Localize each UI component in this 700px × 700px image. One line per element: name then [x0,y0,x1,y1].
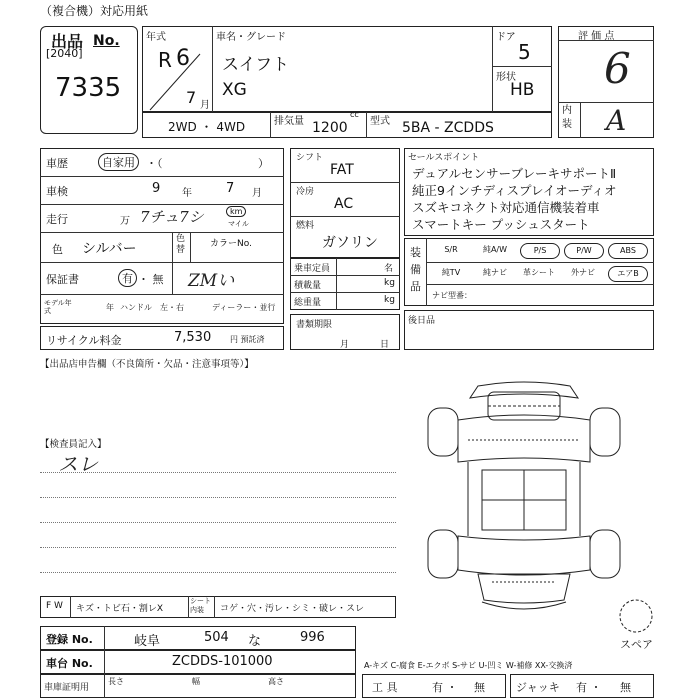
jack-label: ジャッキ [516,681,560,694]
deadline-day: 日 [380,340,390,350]
aircon-value: AC [334,196,354,212]
tools-no: 無 [474,681,485,694]
model-grade: XG [222,80,247,100]
color-code-label: カラーNo. [210,239,252,249]
type-label: 型式 [370,116,390,127]
lot-number: 7335 [55,73,122,103]
navi-model-label: ナビ型番： [432,291,472,300]
warranty-no: ・ 無 [138,273,164,286]
registration-label: 登録 No. [46,633,93,646]
jack-no: 無 [620,681,631,694]
equipment-label: 装備品 [410,246,421,293]
interior-score: A [606,104,627,137]
mileage-unit-mile: マイル [228,220,249,228]
color-label: 色 [52,243,63,256]
lot-label: 出品 [51,32,84,51]
form-type: （複合機）対応用紙 [40,4,149,18]
displacement-value: 1200 [312,120,348,136]
shift-label: シフト [296,153,324,163]
history-label: 車歴 [46,157,68,170]
sales-line: スズキコネクト対応通信機装着車 [412,200,600,215]
total-weight-label: 総重量 [294,298,322,308]
equipment-item: 純TV [441,268,461,277]
inspector-note: スレ [58,452,98,476]
fw-items: キズ・トビ石・割レX [76,604,163,614]
warranty-label: 保証書 [46,273,79,286]
rating-label: 評 価 点 [578,31,615,42]
equipment-item: 純A/W [482,245,508,254]
equipment-item: P/S [520,243,560,259]
car-body-diagram [408,380,640,616]
inspection-month: 7 [226,181,235,196]
registration-number: 996 [300,630,325,645]
shape-label: 形状 [496,72,516,83]
seat-items: コゲ・穴・汚レ・シミ・破レ・スレ [220,604,365,614]
tools-label: 工 具 [372,681,398,694]
equipment-item: S/R [444,245,458,254]
lot-code: [2040] [46,47,83,60]
deadline-month: 月 [340,340,350,350]
deadline-label: 書類期限 [296,320,333,330]
inspector-label: 【検査員記入】 [40,439,107,450]
height-label: 高さ [268,677,284,686]
jack-yes: 有 ・ [576,681,602,694]
equipment-item: エアB [608,266,648,282]
aircon-label: 冷房 [296,187,315,197]
model-year-label: モデル年式 [44,299,72,315]
recycle-label: リサイクル料金 [46,334,122,347]
year-value: 6 [176,46,190,71]
fuel-value: ガソリン [322,235,378,251]
displacement-unit: cc [350,110,359,119]
model-year-unit: 年 [106,303,114,312]
year-month: 7 [186,88,197,107]
seat-label: シート内装 [190,597,211,614]
inspection-label: 車検 [46,185,68,198]
spare-tire-icon [616,596,656,636]
mileage-unit-km: km [226,206,246,217]
inspection-year: 9 [152,181,161,196]
length-label: 長さ [108,677,124,686]
declaration-label: 【出品店申告欄（不良箇所・欠品・注意事項等）】 [40,359,254,370]
equipment-item: 純ナビ [483,268,507,277]
recycle-unit: 円 預託済 [230,335,265,344]
tools-yes: 有 ・ [432,681,458,694]
handle-value: 左・右 [160,303,184,312]
sales-line: スマートキー プッシュスタート [412,217,590,232]
model-label: 車名・グレード [216,32,286,43]
shift-value: FAT [330,162,354,178]
year-era: R [158,48,172,72]
history-value: 自家用 [98,153,139,171]
warranty-yes: 有 [118,269,137,287]
equipment-item: P/W [564,243,604,259]
door-value: 5 [518,40,531,64]
equipment-item: 外ナビ [571,268,595,277]
mileage-unit-man: 万 [120,216,130,227]
chassis-value: ZCDDS-101000 [172,654,273,669]
load-unit: kg [384,278,395,288]
displacement-label: 排気量 [274,116,304,127]
year-label: 年式 [146,32,166,43]
warranty-note: ZMい [188,271,235,291]
sales-line: デュアルセンサーブレーキサポートⅡ [412,166,617,181]
fw-label: F W [46,601,63,611]
mileage-value: 7チュ7シ [140,208,204,226]
after-items-box [404,310,654,350]
load-label: 積載量 [294,281,322,291]
mileage-label: 走行 [46,213,68,226]
lot-box [40,26,138,134]
equipment-item: 革シート [523,268,555,277]
history-close: ） [258,157,269,170]
lot-no-label: No. [93,33,120,49]
handle-label: ハンドル [120,303,152,312]
door-label: ドア [496,32,516,43]
rating-score: 6 [604,44,631,93]
sales-points-label: セールスポイント [408,153,480,163]
capacity-label: 乗車定員 [294,264,331,274]
color-value: シルバー [82,241,137,257]
spare-label: スペア [620,638,653,651]
fuel-label: 燃料 [296,221,315,231]
registration-place: 岐阜 [134,634,161,649]
registration-kana: な [248,634,262,649]
type-value: 5BA - ZCDDS [402,120,494,136]
recycle-value: 7,530 [174,330,212,345]
drive-text: 2WD ・ 4WD [168,120,246,134]
damage-legend: A-キズ C-腐食 E-エクボ S-サビ U-凹ミ W-補修 XX-交換済 [364,661,573,670]
equipment-item: ABS [608,243,648,259]
after-items-label: 後日品 [408,316,436,326]
sales-line: 純正9インチディスプレイオーディオ [412,183,617,198]
shape-value: HB [510,80,535,100]
color-swap-label: 色替 [176,234,186,255]
year-month-unit: 月 [200,100,210,111]
model-name: スイフト [222,55,290,75]
total-weight-unit: kg [384,295,395,305]
registration-class: 504 [204,630,229,645]
history-rest: ・（ [146,157,163,170]
garage-cert-label: 車庫証明用 [44,683,90,693]
inspection-month-unit: 月 [252,188,262,199]
capacity-unit: 名 [384,264,394,274]
interior-label: 内装 [562,105,572,130]
inspection-year-unit: 年 [182,188,192,199]
dealer-value: ディーラー・並行 [212,303,276,312]
chassis-label: 車台 No. [46,657,93,670]
width-label: 幅 [192,677,200,686]
